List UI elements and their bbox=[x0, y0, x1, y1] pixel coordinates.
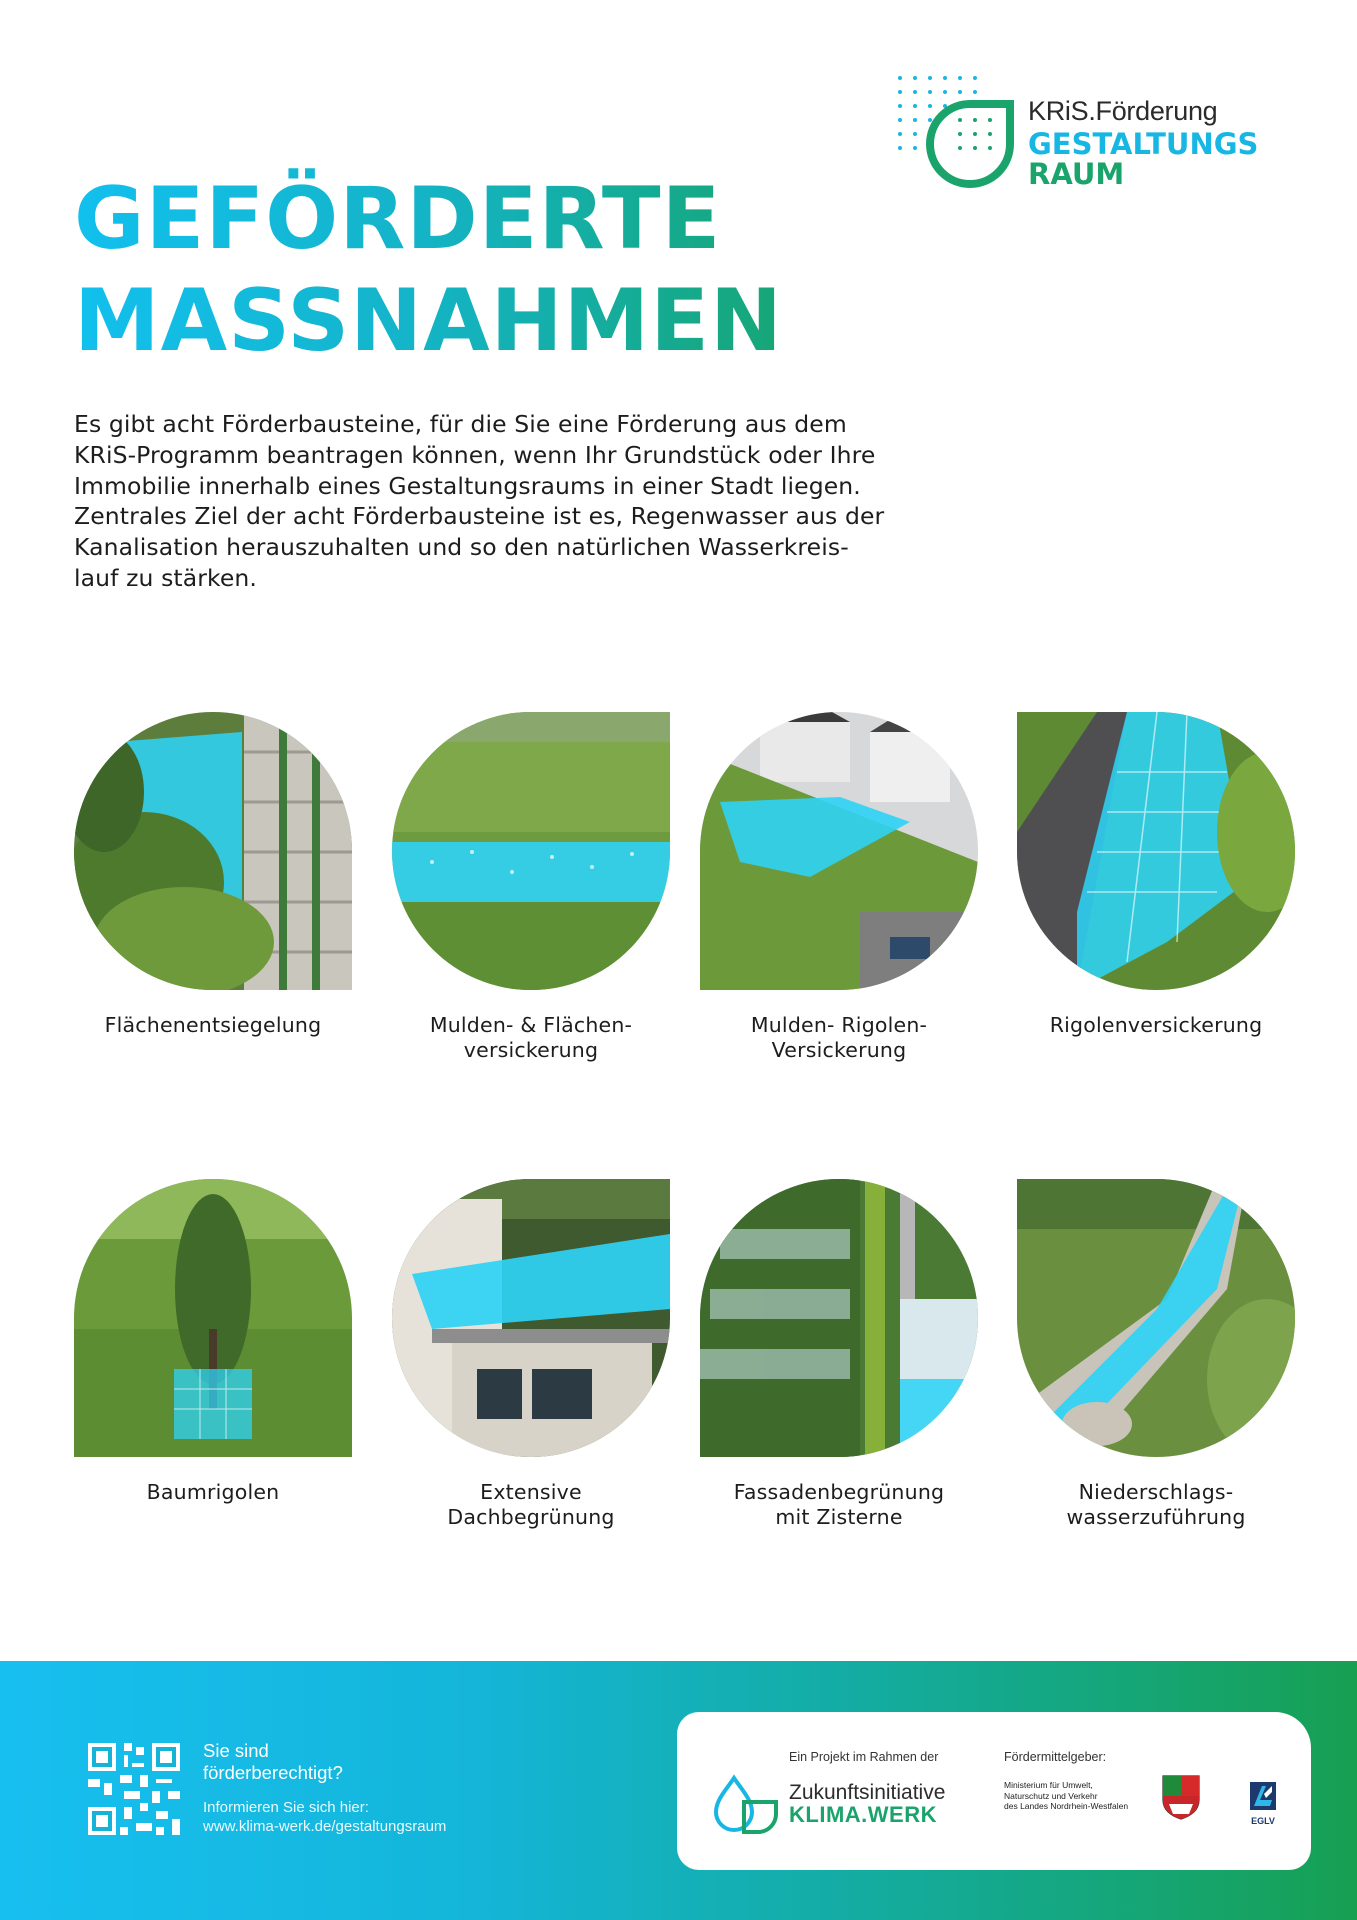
intro-line: Zentrales Ziel der acht Förderbausteine ist es, Regenwasser aus der bbox=[74, 502, 885, 531]
facade-cistern-image bbox=[700, 1179, 978, 1457]
brand-line-gestaltungs: GESTALTUNGS bbox=[1028, 127, 1259, 161]
eligibility-callout bbox=[203, 1740, 446, 1836]
intro-line: Es gibt acht Förderbausteine, für die Sie eine Förderung aus dem bbox=[74, 410, 847, 438]
cta-info-line: Informieren Sie sich hier: bbox=[203, 1799, 369, 1816]
intro-line: KRiS-Programm beantragen können, wenn Ihr Grundstück oder Ihre bbox=[74, 440, 876, 469]
trench-infiltration-image bbox=[1017, 712, 1295, 990]
title-line-2: MASSNAHMEN bbox=[74, 270, 834, 372]
measure-label: Flächenentsiegelung bbox=[104, 1013, 322, 1037]
cta-heading bbox=[203, 1740, 446, 1784]
measure-label: Niederschlags- wasserzuführung bbox=[1066, 1480, 1246, 1529]
eglv-mark-icon bbox=[1250, 1782, 1276, 1810]
measure-label: Mulden- & Flächen- versickerung bbox=[429, 1013, 633, 1062]
footer-banner bbox=[0, 1661, 1357, 1920]
measure-label: Rigolenversickerung bbox=[1049, 1013, 1263, 1037]
intro-line: lauf zu stärken. bbox=[74, 563, 257, 592]
measure-label: Baumrigolen bbox=[146, 1480, 280, 1504]
page-title bbox=[74, 168, 834, 372]
intro-line: Immobilie innerhalb eines Gestaltungsraums in einer Stadt liegen. bbox=[74, 471, 861, 500]
measure-label: Mulden- Rigolen- Versickerung bbox=[750, 1013, 928, 1062]
measure-label: Fassadenbegrünung mit Zisterne bbox=[733, 1480, 945, 1529]
swale-infiltration-image bbox=[392, 712, 670, 990]
project-label: Ein Projekt im Rahmen der bbox=[789, 1750, 939, 1764]
kris-dot-leaf-icon bbox=[898, 74, 1028, 194]
green-roof-image bbox=[392, 1179, 670, 1457]
brand-line-kris: KRiS.Förderung bbox=[1028, 96, 1218, 126]
klima-werk-drop-icon bbox=[712, 1774, 782, 1834]
ministry-name: Ministerium für Umwelt, Naturschutz und Verkehr des Landes Nordrhein-Westfalen bbox=[1004, 1780, 1129, 1811]
paving-unsealing-image bbox=[74, 712, 352, 990]
intro-paragraph bbox=[74, 409, 964, 594]
cta-heading-line: Sie sind bbox=[203, 1740, 269, 1761]
initiative-line: Zukunftsinitiative bbox=[789, 1781, 946, 1804]
funder-label: Fördermittelgeber: bbox=[1004, 1750, 1107, 1764]
initiative-brand: KLIMA.WERK bbox=[789, 1802, 937, 1827]
title-line-1: GEFÖRDERTE bbox=[74, 168, 834, 270]
nrw-coat-of-arms-icon bbox=[1161, 1774, 1201, 1820]
qr-code-icon[interactable] bbox=[88, 1743, 180, 1835]
measure-label: Extensive Dachbegrünung bbox=[447, 1480, 615, 1529]
rainwater-channel-image bbox=[1017, 1179, 1295, 1457]
swale-trench-image bbox=[700, 712, 978, 990]
eglv-logo bbox=[1243, 1782, 1283, 1830]
website-link[interactable]: www.klima-werk.de/gestaltungsraum bbox=[203, 1818, 447, 1835]
brand-line-raum: RAUM bbox=[1028, 156, 1125, 191]
klima-werk-wordmark bbox=[789, 1782, 945, 1826]
kris-brand-logo bbox=[898, 74, 1298, 194]
cta-info bbox=[203, 1798, 446, 1836]
brand-wordmark bbox=[1028, 98, 1258, 189]
eglv-text: EGLV bbox=[1251, 1816, 1275, 1826]
partners-panel bbox=[677, 1712, 1311, 1870]
tree-trench-image bbox=[74, 1179, 352, 1457]
cta-heading-line: förderberechtigt? bbox=[203, 1762, 343, 1783]
intro-line: Kanalisation herauszuhalten und so den natürlichen Wasserkreis- bbox=[74, 533, 849, 562]
